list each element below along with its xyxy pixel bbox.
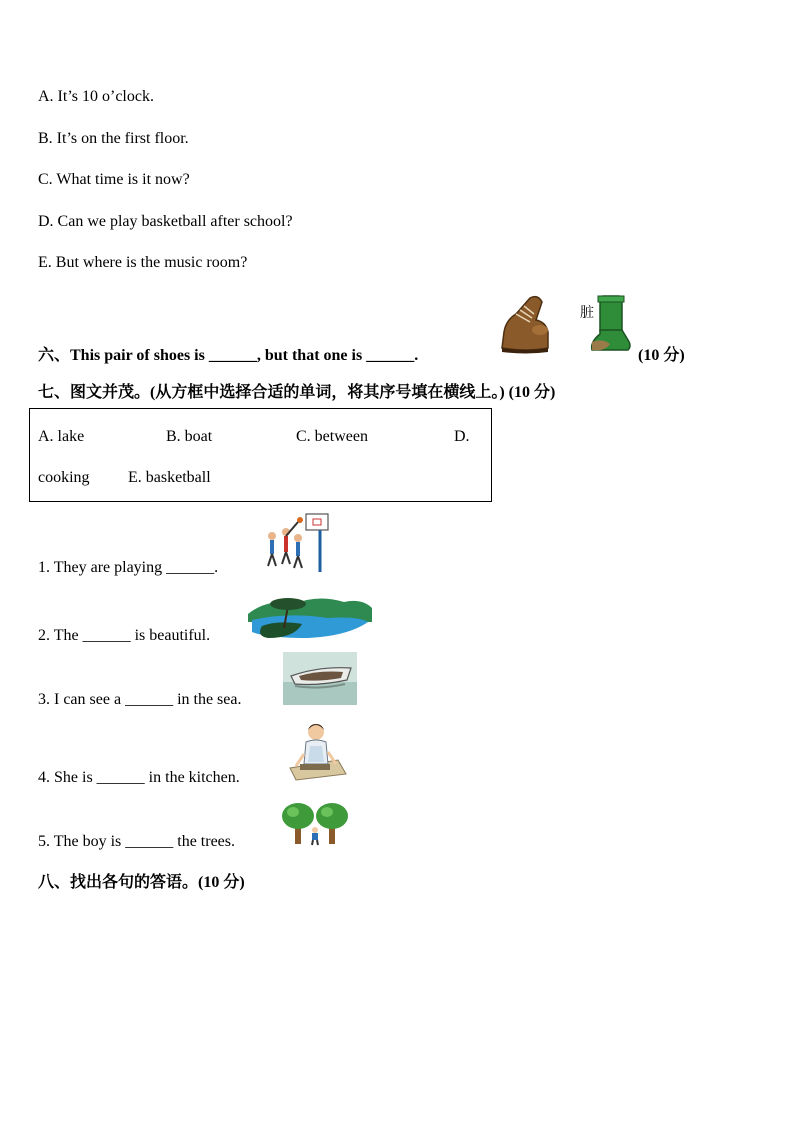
- question-5: 5. The boy is ______ the trees.: [38, 833, 236, 850]
- word-option-d-label: D.: [454, 428, 470, 445]
- question-1: 1. They are playing ______.: [38, 559, 219, 576]
- question-3: 3. I can see a ______ in the sea.: [38, 691, 242, 708]
- word-option-cooking: cooking: [38, 469, 90, 486]
- section6-score: (10 分): [638, 347, 685, 364]
- section6-question: 六、This pair of shoes is ______, but that one is ______.: [38, 347, 419, 364]
- cooking-girl-icon: [286, 720, 348, 782]
- word-option-between: C. between: [296, 428, 368, 445]
- word-box: [29, 408, 492, 502]
- section7-heading: 七、图文并茂。(从方框中选择合适的单词，将其序号填在横线上。) (10 分): [38, 384, 556, 401]
- option-b: B. It’s on the first floor.: [38, 130, 189, 147]
- basketball-players-icon: [258, 512, 334, 574]
- lake-icon: [248, 592, 372, 640]
- trees-boy-icon: [281, 800, 349, 846]
- option-c: C. What time is it now?: [38, 171, 190, 188]
- dirty-label: 脏: [580, 305, 594, 321]
- option-e: E. But where is the music room?: [38, 254, 248, 271]
- question-4: 4. She is ______ in the kitchen.: [38, 769, 240, 786]
- question-2: 2. The ______ is beautiful.: [38, 627, 211, 644]
- option-a: A. It’s 10 o’clock.: [38, 88, 154, 105]
- section8-heading: 八、找出各句的答语。(10 分): [38, 874, 245, 891]
- option-d: D. Can we play basketball after school?: [38, 213, 293, 230]
- word-option-basketball: E. basketball: [128, 469, 211, 486]
- boat-icon: [283, 652, 357, 705]
- green-boots-icon: [588, 294, 636, 354]
- brown-shoes-icon: [496, 292, 552, 354]
- word-option-lake: A. lake: [38, 428, 85, 445]
- word-option-boat: B. boat: [166, 428, 213, 445]
